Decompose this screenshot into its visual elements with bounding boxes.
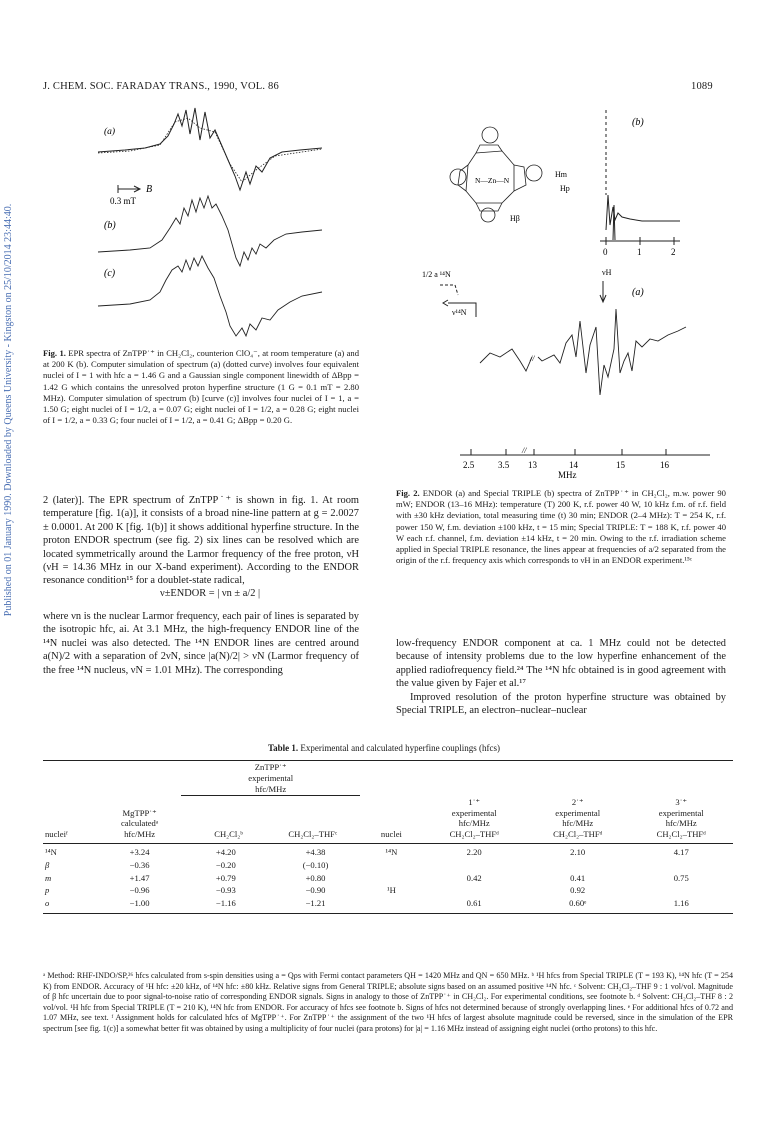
table-cell: +0.80 [305, 872, 326, 883]
fig2-tick-bottom-4: 15 [616, 460, 625, 470]
table-cell: p [45, 885, 50, 896]
fig2-tick-bottom-2: 13 [528, 460, 537, 470]
table-cell: +4.20 [215, 847, 236, 858]
table-cell: −0.90 [305, 885, 326, 896]
table-cell: 0.60ᵉ [569, 898, 587, 909]
body-left-para-2: where νn is the nuclear Larmor frequency, each pair of lines is separated by the isotropic hfc, ai. At 3.1 MHz, the high-frequency ENDOR line of the ¹⁴N nuclei was also detected. The ¹⁴N ENDOR lines are centred around a(N)/2 with a separation of 2νN, since |a(N)/2| > νN (Larmor frequency of the free ¹⁴N nucleus, νN = 1.01 MHz). The corresponding [43, 611, 359, 676]
fig2-tick-bottom-0: 2.5 [463, 460, 475, 470]
table-cell [629, 884, 733, 897]
fig1-epr-spectra [90, 100, 330, 350]
table-cell: (−0.10) [302, 859, 329, 870]
fig2-caption: Fig. 2. ENDOR (a) and Special TRIPLE (b) spectra of ZnTPP˙⁺ in CH₂Cl₂, m.w. power 90 mW; ENDOR (13–16 MHz): temperature (T) 200 K, r.f. power 40 W, 10 kHz f.m. of r.f. field with ±30 kHz deviation, total measuring time (t) 30 min; ENDOR (2–4 MHz): T = 254 K, r.f. power 150 W, f.m. deviation ±100 kHz, t = 15 min; Special TRIPLE: T = 188 K, r.f. power 40 W each r.f. channel, f.m. deviation ±14 kHz, t = 20 min. Owing to the r.f. irradiation scheme applied in Special TRIPLE resonance, the lines appear at frequencies of a/2 separated from the origin of the r.f. frequency axis which corresponds to νH in an ENDOR experiment.¹⁵ᶜ [396, 488, 726, 566]
table-cell: ¹H [387, 885, 396, 896]
fig2-tick-top-2: 2 [671, 247, 676, 257]
fig2-tick-bottom-3: 14 [569, 460, 578, 470]
fig1-label-b: (b) [104, 220, 116, 231]
col-nuclei: nucleiᶠ [45, 829, 68, 840]
proton-p-label: Hp [560, 184, 570, 193]
body-left-para-1: 2 (later)]. The EPR spectrum of ZnTPP˙⁺ is shown in fig. 1. At room temperature [fig. 1(a)], it consists of a broad nine-line pattern at g = 2.0027 ± 0.0001. At 200 K [fig. 1(b)] it shows additional hyperfine structure. In the proton ENDOR spectrum (see fig. 2) six lines can be resolved which are located symmetrically around the Larmor frequency of the free proton, νH (νH = 14.36 MHz in our X-band experiment). According to the ENDOR resonance condition¹⁵ for a doublet-state radical, [43, 495, 359, 587]
table-title: Table 1. Experimental and calculated hyperfine couplings (hfcs) [267, 743, 501, 753]
table-row [43, 884, 733, 897]
table-cell: +4.38 [305, 847, 326, 858]
table-cell: 0.41 [570, 872, 586, 883]
table-cell: 0.92 [570, 885, 586, 896]
fig1-label-c: (c) [104, 268, 116, 279]
table-cell: −0.93 [215, 885, 236, 896]
proton-b-label: Hβ [510, 214, 520, 223]
table-row [43, 846, 733, 859]
body-right-para-2: Improved resolution of the proton hyperfine structure was obtained by Special TRIPLE, an electron–nuclear–nuclear [396, 692, 726, 717]
running-header: J. CHEM. SOC. FARADAY TRANS., 1990, VOL. 86 [43, 81, 279, 92]
table-cell: −1.21 [305, 898, 326, 909]
table-cell: 2.10 [570, 847, 586, 858]
table-cell: −1.16 [215, 898, 236, 909]
fig2-label-a: (a) [632, 287, 644, 298]
page-number: 1089 [691, 81, 713, 92]
table-cell: 4.17 [673, 847, 689, 858]
table-cell [360, 872, 422, 885]
table-row [43, 897, 733, 910]
fig2-xunit: MHz [558, 470, 577, 480]
table-cell: ¹⁴N [385, 847, 398, 858]
fig2-half-aN-label: 1/2 a ¹⁴N [422, 270, 451, 279]
svg-text://: // [522, 446, 527, 455]
svg-text://: // [530, 354, 535, 363]
fig2-nuH-label: νH [602, 268, 612, 277]
fig1-scale-label: 0.3 mT [110, 196, 136, 206]
fig1-label-a: (a) [104, 127, 116, 137]
proton-m-label: Hm [555, 170, 567, 179]
table-cell [422, 859, 526, 872]
table-cell: β [45, 859, 50, 870]
fig2-label-b: (b) [632, 117, 644, 128]
table-cell [422, 884, 526, 897]
table-cell [360, 897, 422, 910]
table-cell [360, 859, 422, 872]
table-cell: −0.96 [129, 885, 150, 896]
fig2-nuN-label: ν¹⁴N [452, 308, 467, 317]
table-row [43, 859, 733, 872]
table-row [43, 872, 733, 885]
table-cell: 0.75 [673, 872, 689, 883]
head-nuclei-2: nuclei [380, 829, 402, 840]
zntpp-core-label: N—Zn—N [475, 176, 510, 185]
body-right-para-1: low-frequency ENDOR component at ca. 1 MHz could not be detected because of intensity problems due to the low hyperfine enhancement of the applied radiofrequency field.²⁴ The ¹⁴N hfc obtained is in good agreement with the value given by Fajer et al.¹⁷ [396, 638, 726, 690]
table-cell: +1.47 [129, 872, 150, 883]
table-cell: o [45, 898, 50, 909]
head-zntpp: ZnTPP˙⁺ [254, 762, 287, 772]
table-cell: 1.16 [673, 898, 689, 909]
hfc-table: nucleiᶠ ZnTPP˙⁺ experimental hfc/MHz MgTPP˙⁺ calculatedᵃ hfc/MHz CH₂Cl₂ᵇ CH₂Cl₂–THFᶜ nuclei 1˙⁺ experimental hfc/MHz CH₂Cl₂–THFᵈ 2˙⁺ experimental hfc/MHz CH₂Cl₂–THFᵈ 3˙⁺ experimental hfc/MHz CH₂Cl₂–THFᵈ ¹⁴N +3.24 +4.20 +4.38 ¹⁴N 2.20 2.10 4.17 β −0.36 −0.20 (−0.10) m +1.47 +0.79 +0.80 0.42 0.41 0.75 p −0.96 −0.93 −0.90 ¹H 0.92 o −1.00 −1.16 −1.21 0.61 0.60ᵉ 1.16 [43, 760, 733, 914]
zntpp-structure [450, 127, 542, 222]
fig2-tick-bottom-5: 16 [660, 460, 669, 470]
table-cell: m [45, 872, 52, 883]
table-cell: ¹⁴N [45, 847, 57, 858]
table-cell [629, 859, 733, 872]
table-cell: −1.00 [129, 898, 150, 909]
table-cell: −0.36 [129, 859, 150, 870]
fig2-endor-spectra [410, 95, 720, 480]
table-cell: 2.20 [466, 847, 482, 858]
table-cell: −0.20 [215, 859, 236, 870]
endor-equation: ν±ENDOR = | νn ± a/2 | [160, 588, 261, 599]
fig2-tick-top-0: 0 [603, 247, 608, 257]
table-cell: +0.79 [215, 872, 236, 883]
fig1-caption: Fig. 1. EPR spectra of ZnTPP˙⁺ in CH₂Cl₂, counterion ClO₄⁻, at room temperature (a) and at 200 K (b). Computer simulation of spectrum (a) (dotted curve) involves four equivalent nuclei of I = 1 with hfc a = 1.46 G and a Gaussian single component linewidth of ΔBpp = 1.42 G which contains the unresolved proton hyperfine structure (1 G = 0.1 mT = 2.80 MHz). Computer simulation of spectrum (b) [curve (c)] involves four nuclei of I = 1, a = 1.50 G; eight nuclei of I = 1/2, a = 0.07 G; eight nuclei of I = 1/2, a = 0.28 G; eight nuclei of I = 1/2, a = 0.33 G; four nuclei of I = 1/2, a = 0.41 G; ΔBpp = 0.20 G. [43, 348, 359, 426]
table-cell [526, 859, 630, 872]
table-cell: +3.24 [129, 847, 150, 858]
table-cell: 0.42 [466, 872, 482, 883]
fig2-tick-top-1: 1 [637, 247, 642, 257]
fig2-tick-bottom-1: 3.5 [498, 460, 510, 470]
table-cell: 0.61 [466, 898, 482, 909]
fig1-field-label: B [146, 184, 153, 195]
head-mgtpp: MgTPP˙⁺ [122, 807, 157, 818]
table-footnote: ᵃ Method: RHF-INDO/SP,²⁶ hfcs calculated from s-spin densities using a = Qρs with Fermi contact parameters QH = 1420 MHz and QN = 650 MHz. ᵇ ¹H hfcs from Special TRIPLE (T = 193 K), ¹⁴N hfc (T = 254 K) from ENDOR. Accuracy of ¹H hfc: ±20 kHz, of ¹⁴N hfc: ±80 kHz. Relative signs from General TRIPLE; absolute signs based on an assumed positive ¹⁴N hfc. ᶜ Solvent: CH₂Cl₂–THF 9 : 1 vol/vol. Magnitude of β hfc uncertain due to poor signal-to-noise ratio of corresponding ENDOR signals. Signs in analogy to those of ZnTPP˙⁺ in CH₂Cl₂. For experimental conditions, see footnote b. ᵈ Solvent: CH₂Cl₂–THF 8 : 2 vol/vol. ¹H hfc from Special TRIPLE (T = 210 K), ¹⁴N hfc from ENDOR. For accuracy of hfcs see footnote b. Signs of hfcs not determined because of strongly overlapping lines. ᵉ For additional hfcs of 0.72 and 1.07 MHz, see text. ᶠ Assignment holds for calculated hfcs of MgTPP˙⁺. For ZnTPP˙⁺ the assignment of the two ¹H hfcs of largest absolute magnitude could be reversed, since in the simulation of the EPR spectrum [see fig. 1(c)] a somewhat better fit was obtained by using a multiplicity of four nuclei (para protons) for |a| = 1.16 MHz instead of assigning eight nuclei (ortho protons) to this hfc. [43, 971, 733, 1033]
download-stamp: Published on 01 January 1990. Downloaded by Queens University - Kingston on 25/10/2014 23:44:40. [3, 203, 14, 617]
